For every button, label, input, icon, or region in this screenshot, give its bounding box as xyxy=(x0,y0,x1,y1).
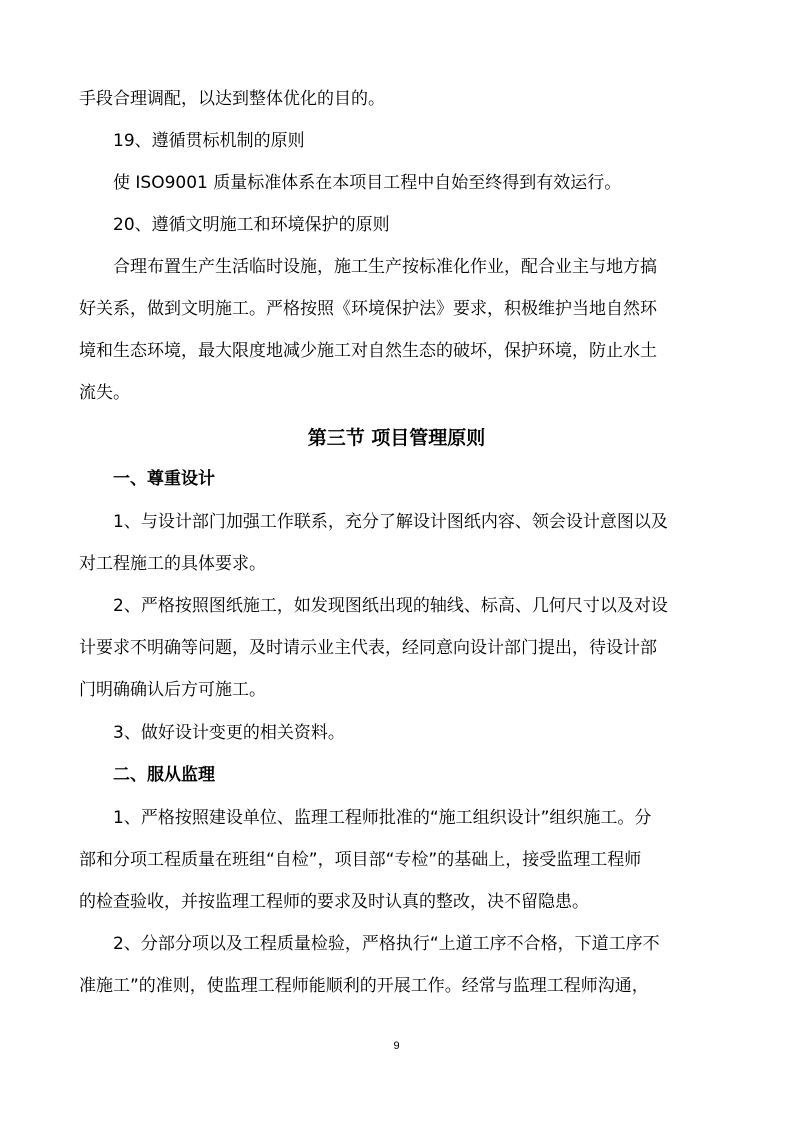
item-title: 19、遵循贯标机制的原则 xyxy=(113,131,305,151)
text-line: 合理布置生产生活临时设施，施工生产按标准化作业，配合业主与地方搞 xyxy=(113,257,657,277)
text-line: 1、严格按照建设单位、监理工程师批准的“施工组织设计”组织施工。分 xyxy=(113,808,652,828)
section-heading: 第三节 项目管理原则 xyxy=(307,427,486,449)
text-line: 3、做好设计变更的相关资料。 xyxy=(113,723,345,743)
text-line: 准施工”的准则，使监理工程师能顺利的开展工作。经常与监理工程师沟通， xyxy=(79,976,649,996)
text-line: 计要求不明确等问题，及时请示业主代表，经同意向设计部门提出，待设计部 xyxy=(79,638,657,658)
text-line: 2、严格按照图纸施工，如发现图纸出现的轴线、标高、几何尺寸以及对设 xyxy=(113,596,668,616)
text-line: 1、与设计部门加强工作联系，充分了解设计图纸内容、领会设计意图以及 xyxy=(113,512,668,532)
text-line: 的检查验收，并按监理工程师的要求及时认真的整改，决不留隐患。 xyxy=(79,892,589,912)
text-line: 使 ISO9001 质量标准体系在本项目工程中自始至终得到有效运行。 xyxy=(113,173,622,193)
text-line: 部和分项工程质量在班组“自检”，项目部“专检”的基础上，接受监理工程师 xyxy=(79,850,642,870)
text-line: 境和生态环境，最大限度地减少施工对自然生态的破坏，保护环境，防止水土 xyxy=(79,341,657,361)
text-line: 好关系，做到文明施工。严格按照《环境保护法》要求，积极维护当地自然环 xyxy=(79,299,657,319)
text-line: 流失。 xyxy=(79,383,130,403)
item-title: 20、遵循文明施工和环境保护的原则 xyxy=(113,215,390,235)
page-number: 9 xyxy=(393,1040,400,1052)
text-line: 手段合理调配，以达到整体优化的目的。 xyxy=(79,89,385,109)
text-line: 2、分部分项以及工程质量检验，严格执行“上道工序不合格，下道工序不 xyxy=(113,934,660,954)
text-line: 对工程施工的具体要求。 xyxy=(79,554,266,574)
subsection-heading: 一、尊重设计 xyxy=(113,469,215,489)
subsection-heading: 二、服从监理 xyxy=(113,765,215,785)
text-line: 门明确确认后方可施工。 xyxy=(79,680,266,700)
